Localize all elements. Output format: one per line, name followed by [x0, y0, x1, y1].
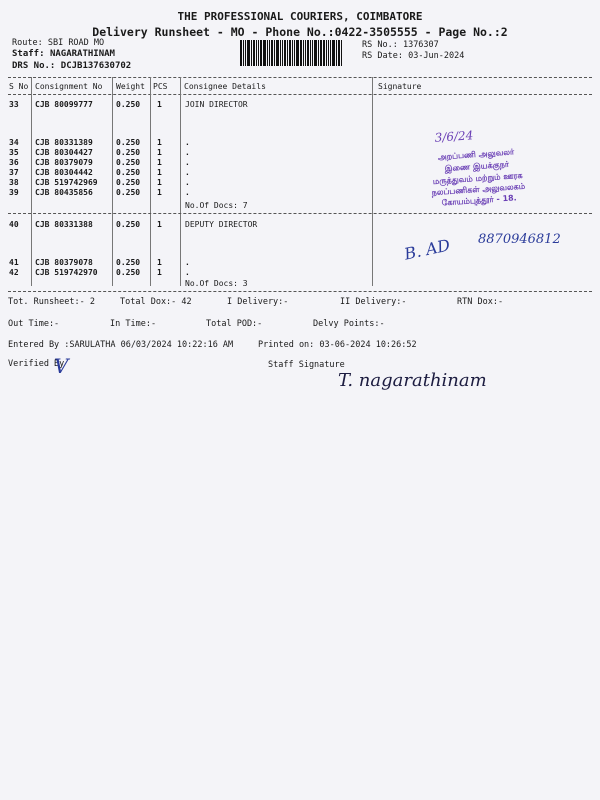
rs-date-row: [362, 51, 464, 61]
row-weight: 0.250: [116, 188, 141, 197]
rs-no-row: [362, 40, 439, 50]
barcode-bar: [328, 40, 329, 66]
printed-on: Printed on: 03-06-2024 10:26:52: [258, 340, 417, 350]
barcode-bar: [267, 40, 268, 66]
barcode-bar: [294, 40, 295, 66]
row-weight: 0.250: [116, 220, 141, 229]
barcode-bar: [269, 40, 270, 66]
table-top-rule: [8, 77, 592, 78]
staff-label: Staff:: [12, 49, 45, 59]
barcode-bar: [276, 40, 279, 66]
i-delivery: I Delivery:-: [227, 297, 289, 307]
col-divider: [150, 77, 151, 286]
barcode-bar: [258, 40, 259, 66]
col-header-sno: S No: [9, 82, 29, 91]
row-sno: 39: [9, 188, 19, 197]
barcode-bar: [326, 40, 327, 66]
row-consignment-no: CJB 519742969: [35, 178, 98, 187]
office-stamp: [394, 123, 559, 216]
barcode-bar: [284, 40, 286, 66]
row-detail: .: [185, 168, 190, 177]
row-pcs: 1: [157, 188, 162, 197]
group-divider: [8, 213, 592, 214]
stamp-line: நலப்பணிகள் அலுவலகம்: [431, 181, 526, 198]
barcode-bar: [271, 40, 273, 66]
barcode-bar: [253, 40, 255, 66]
col-header-pcs: PCS: [153, 82, 168, 91]
row-detail: .: [185, 158, 190, 167]
row-weight: 0.250: [116, 138, 141, 147]
total-dox: Total Dox:- 42: [120, 297, 192, 307]
barcode-bar: [282, 40, 283, 66]
barcode-bar: [330, 40, 331, 66]
row-sno: 41: [9, 258, 19, 267]
drs-label: DRS No.:: [12, 61, 56, 71]
barcode-bar: [296, 40, 299, 66]
entered-by: Entered By :SARULATHA 06/03/2024 10:22:16 AM: [8, 340, 234, 350]
row-weight: 0.250: [116, 148, 141, 157]
barcode-bar: [263, 40, 266, 66]
stamp-date: 3/6/24: [434, 128, 474, 145]
row-weight: 0.250: [116, 268, 141, 277]
rtn-dox: RTN Dox:-: [457, 297, 504, 307]
runsheet-title: Delivery Runsheet - MO - Phone No.:0422-3505555 - Page No.:2: [92, 25, 508, 39]
row-consignment-no: CJB 80304442: [35, 168, 93, 177]
handwritten-initials: B. AD: [402, 235, 452, 264]
row-consignment-no: CJB 80331389: [35, 138, 93, 147]
row-detail: .: [185, 138, 190, 147]
stamp-line: இணை இயக்குநர்: [444, 159, 510, 174]
row-detail: .: [185, 188, 190, 197]
total-pod: Total POD:-: [206, 319, 263, 329]
table-bottom-rule: [8, 291, 592, 292]
barcode-bar: [341, 40, 342, 66]
barcode: [240, 40, 352, 66]
row-weight: 0.250: [116, 258, 141, 267]
staff-value: NAGARATHINAM: [49, 49, 115, 59]
row-sno: 34: [9, 138, 19, 147]
row-weight: 0.250: [116, 168, 141, 177]
row-detail: .: [185, 148, 190, 157]
row-consignment-no: CJB 80379079: [35, 158, 93, 167]
barcode-bar: [300, 40, 302, 66]
verified-by-label: Verified By: [8, 359, 65, 369]
row-pcs: 1: [157, 268, 162, 277]
barcode-bar: [287, 40, 288, 66]
rs-date-label: RS Date:: [362, 51, 403, 61]
row-sno: 40: [9, 220, 19, 229]
row-sno: 35: [9, 148, 19, 157]
row-detail: .: [185, 178, 190, 187]
handwritten-phone: 8870946812: [478, 232, 561, 247]
barcode-bar: [314, 40, 317, 66]
col-divider: [372, 77, 373, 286]
barcode-bar: [251, 40, 252, 66]
staff-signature: T. nagarathinam: [338, 370, 487, 391]
barcode-bar: [247, 40, 250, 66]
delvy-points: Delvy Points:-: [313, 319, 385, 329]
barcode-bar: [332, 40, 335, 66]
barcode-bar: [310, 40, 311, 66]
row-consignment-no: CJB 80435856: [35, 188, 93, 197]
row-weight: 0.250: [116, 100, 141, 109]
col-divider: [180, 77, 181, 286]
row-sno: 37: [9, 168, 19, 177]
barcode-bar: [240, 40, 242, 66]
barcode-bar: [307, 40, 309, 66]
row-consignment-no: CJB 80099777: [35, 100, 93, 109]
col-header-consignee: Consignee Details: [184, 82, 266, 91]
barcode-bar: [303, 40, 304, 66]
row-pcs: 1: [157, 258, 162, 267]
route-label: Route:: [12, 38, 43, 48]
drs-value: DCJB137630702: [60, 61, 132, 71]
row-consignment-no: CJB 519742970: [35, 268, 98, 277]
staff-row: [12, 49, 115, 59]
verified-mark: V: [54, 354, 69, 378]
row-sno: 42: [9, 268, 19, 277]
consignee-name: DEPUTY DIRECTOR: [185, 220, 258, 229]
stamp-line: கோயம்புத்தூர் - 18.: [441, 193, 517, 208]
row-sno: 38: [9, 178, 19, 187]
table-header-rule: [8, 94, 592, 95]
docs-count: No.Of Docs: 7: [185, 201, 248, 210]
barcode-bar: [256, 40, 257, 66]
row-detail: .: [185, 268, 190, 277]
staff-signature-label: Staff Signature: [268, 360, 345, 370]
row-sno: 33: [9, 100, 19, 109]
in-time: In Time:-: [110, 319, 157, 329]
row-detail: .: [185, 258, 190, 267]
barcode-bar: [338, 40, 340, 66]
col-header-signature: Signature: [378, 82, 422, 91]
company-name: THE PROFESSIONAL COURIERS, COIMBATORE: [177, 10, 423, 23]
row-consignment-no: CJB 80331388: [35, 220, 93, 229]
barcode-bar: [292, 40, 293, 66]
out-time: Out Time:-: [8, 319, 60, 329]
row-pcs: 1: [157, 168, 162, 177]
barcode-bar: [260, 40, 262, 66]
row-sno: 36: [9, 158, 19, 167]
barcode-bar: [305, 40, 306, 66]
barcode-bar: [280, 40, 281, 66]
drs-row: [12, 61, 131, 71]
barcode-bar: [243, 40, 244, 66]
row-weight: 0.250: [116, 158, 141, 167]
barcode-bar: [274, 40, 275, 66]
route-row: [12, 38, 104, 48]
barcode-bar: [245, 40, 246, 66]
rs-no-value: 1376307: [402, 40, 439, 50]
total-runsheet: Tot. Runsheet:- 2: [8, 297, 95, 307]
col-header-weight: Weight: [116, 82, 145, 91]
row-pcs: 1: [157, 100, 162, 109]
barcode-bar: [312, 40, 313, 66]
row-pcs: 1: [157, 138, 162, 147]
ii-delivery: II Delivery:-: [340, 297, 407, 307]
row-pcs: 1: [157, 148, 162, 157]
barcode-bar: [318, 40, 319, 66]
col-divider: [112, 77, 113, 286]
barcode-bar: [323, 40, 325, 66]
rs-no-label: RS No.:: [362, 40, 398, 50]
consignee-name: JOIN DIRECTOR: [185, 100, 248, 109]
barcode-bar: [320, 40, 322, 66]
stamp-line: மருத்துவம் மற்றும் ஊரக: [432, 170, 523, 187]
row-pcs: 1: [157, 158, 162, 167]
col-header-consignment: Consignment No: [35, 82, 103, 91]
rs-date-value: 03-Jun-2024: [408, 51, 465, 61]
row-pcs: 1: [157, 178, 162, 187]
row-weight: 0.250: [116, 178, 141, 187]
route-value: SBI ROAD MO: [47, 38, 105, 48]
row-pcs: 1: [157, 220, 162, 229]
stamp-line: அறப்பணி அலுவலர்: [437, 147, 515, 162]
barcode-bar: [289, 40, 291, 66]
row-consignment-no: CJB 80304427: [35, 148, 93, 157]
docs-count: No.Of Docs: 3: [185, 279, 248, 288]
row-consignment-no: CJB 80379078: [35, 258, 93, 267]
col-divider: [31, 77, 32, 286]
barcode-bar: [336, 40, 337, 66]
